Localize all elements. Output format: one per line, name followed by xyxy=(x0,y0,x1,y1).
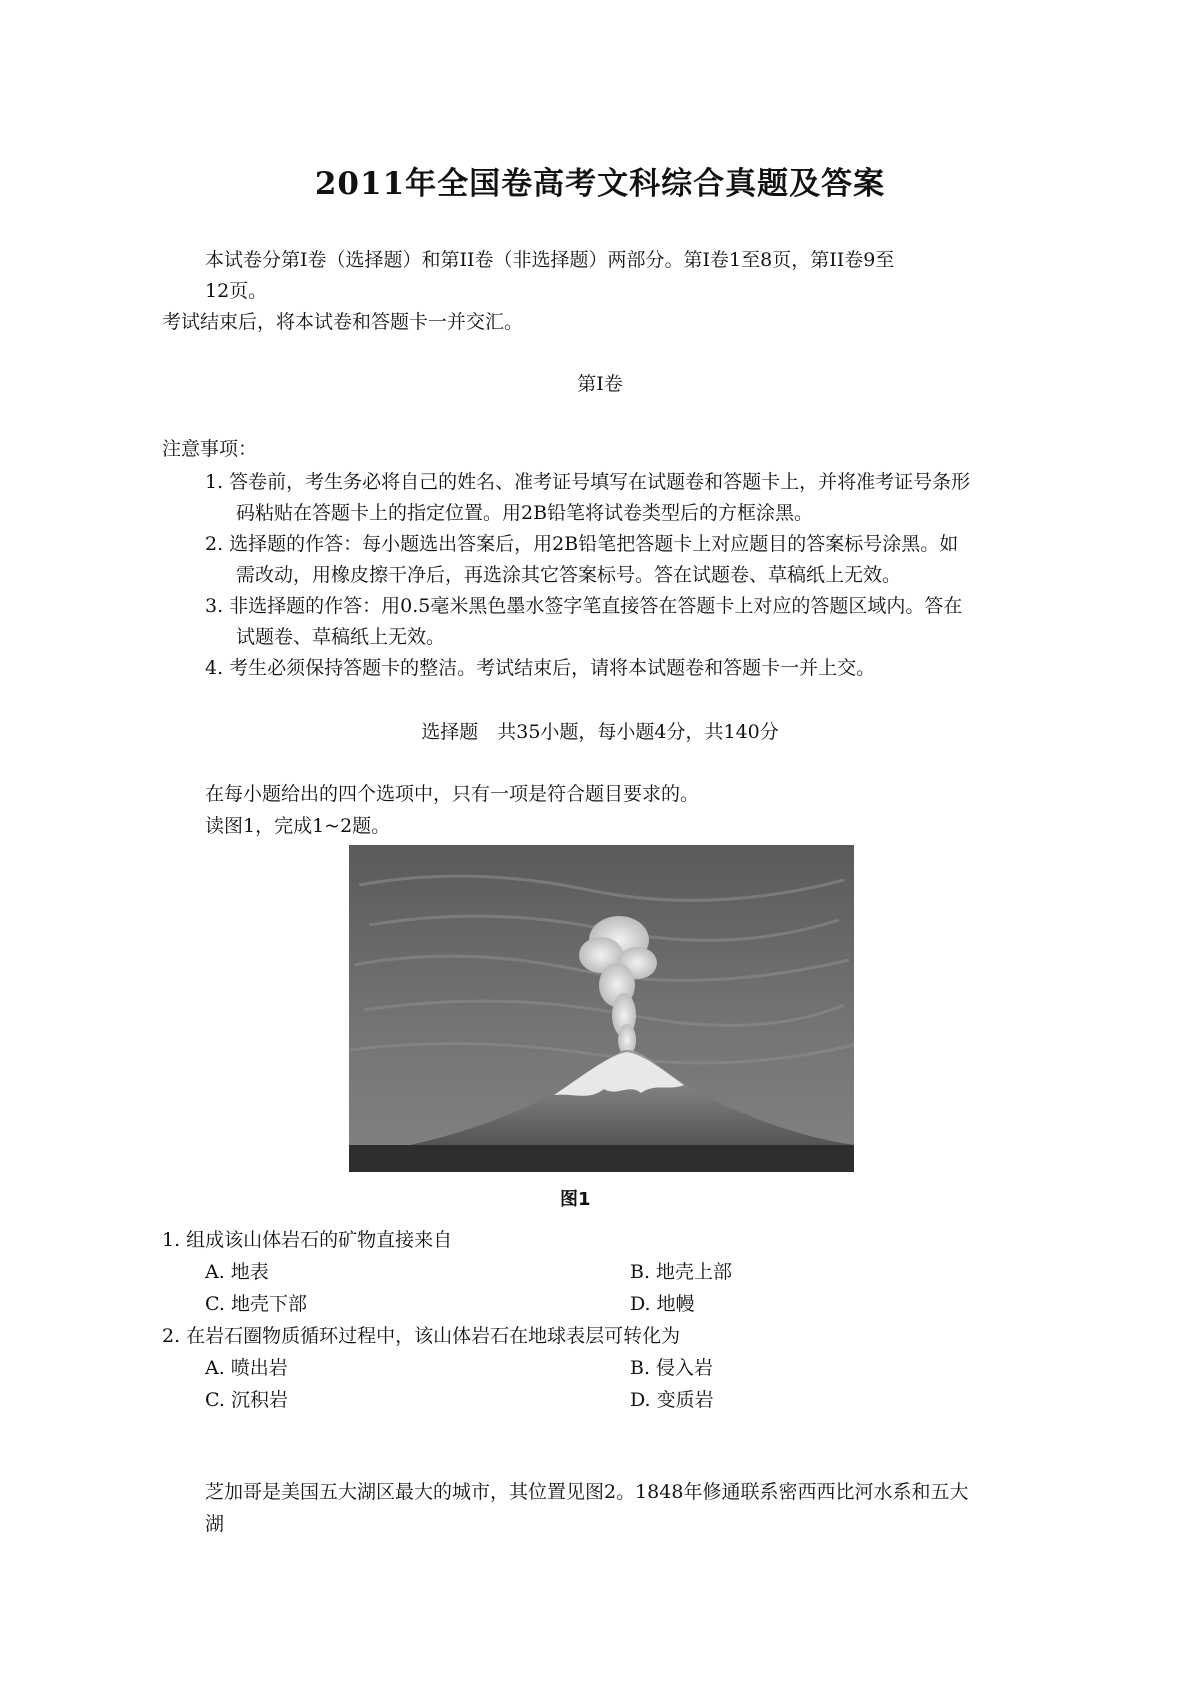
question-2-option-a: A. 喷出岩 xyxy=(205,1357,288,1379)
question-1-stem: 1. 组成该山体岩石的矿物直接来自 xyxy=(162,1229,453,1251)
read-figure-instruction: 读图1，完成1~2题。 xyxy=(205,815,391,837)
intro-line-3: 考试结束后，将本试卷和答题卡一并交汇。 xyxy=(162,311,524,333)
instruction: 在每小题给出的四个选项中，只有一项是符合题目要求的。 xyxy=(205,783,700,805)
note-2-line-2: 需改动，用橡皮擦干净后，再选涂其它答案标号。答在试题卷、草稿纸上无效。 xyxy=(236,564,902,586)
intro-line-2: 12页。 xyxy=(205,280,268,302)
note-1-line-1: 1. 答卷前，考生务必将自己的姓名、准考证号填写在试题卷和答题卡上，并将准考证号条形 xyxy=(205,471,971,493)
question-2-option-b: B. 侵入岩 xyxy=(630,1357,714,1379)
question-2-option-d: D. 变质岩 xyxy=(630,1389,714,1411)
question-2-stem: 2. 在岩石圈物质循环过程中，该山体岩石在地球表层可转化为 xyxy=(162,1325,681,1347)
question-1-option-c: C. 地壳下部 xyxy=(205,1293,307,1315)
passage-line-2: 湖 xyxy=(205,1513,225,1535)
page-title: 2011年全国卷高考文科综合真题及答案 xyxy=(314,166,886,202)
note-3-line-1: 3. 非选择题的作答：用0.5毫米黑色墨水签字笔直接答在答题卡上对应的答题区域内。答在 xyxy=(205,595,963,617)
question-2-option-c: C. 沉积岩 xyxy=(205,1389,288,1411)
intro-line-1: 本试卷分第I卷（选择题）和第II卷（非选择题）两部分。第I卷1至8页，第II卷9至 xyxy=(205,249,895,271)
note-3-line-2: 试题卷、草稿纸上无效。 xyxy=(236,626,446,648)
figure-caption: 图1 xyxy=(560,1189,591,1210)
question-1-option-a: A. 地表 xyxy=(205,1261,269,1283)
choice-heading: 选择题 共35小题，每小题4分，共140分 xyxy=(421,721,779,743)
note-2-line-1: 2. 选择题的作答：每小题选出答案后，用2B铅笔把答题卡上对应题目的答案标号涂黑。如 xyxy=(205,533,959,555)
section-heading: 第I卷 xyxy=(577,373,623,395)
notes-heading: 注意事项： xyxy=(162,438,258,460)
passage-line-1: 芝加哥是美国五大湖区最大的城市，其位置见图2。1848年修通联系密西西比河水系和五大 xyxy=(205,1481,969,1503)
note-4-line-1: 4. 考生必须保持答题卡的整洁。考试结束后，请将本试题卷和答题卡一并上交。 xyxy=(205,657,876,679)
question-1-option-d: D. 地幔 xyxy=(630,1293,695,1315)
question-1-option-b: B. 地壳上部 xyxy=(630,1261,733,1283)
note-1-line-2: 码粘贴在答题卡上的指定位置。用2B铅笔将试卷类型后的方框涂黑。 xyxy=(236,502,814,524)
volcano-illustration xyxy=(349,845,854,1172)
volcano-figure xyxy=(349,845,854,1172)
